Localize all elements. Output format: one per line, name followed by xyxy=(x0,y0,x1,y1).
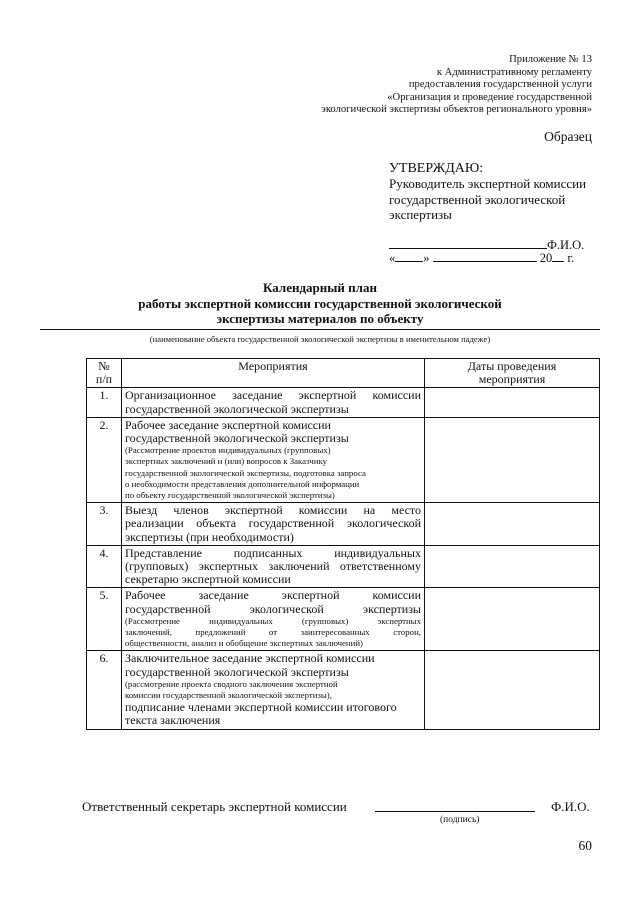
event-line: секретарю экспертной комиссии xyxy=(125,572,291,587)
object-name-caption: (наименование объекта государственной экологической экспертизы в именительном падеже) xyxy=(149,334,491,344)
table-row xyxy=(87,588,600,651)
table-row xyxy=(87,651,600,729)
event-note-line: о необходимости представления дополнительной информации xyxy=(125,478,360,489)
title-line: работы экспертной комиссии государственной экологической xyxy=(138,295,502,311)
row-event xyxy=(122,503,425,546)
event-line: Рабочее заседание экспертной комиссии xyxy=(125,588,421,603)
event-line: (групповых) экспертных заключений ответственному xyxy=(125,559,421,574)
appendix-line: к Административному регламенту xyxy=(436,66,592,78)
row-date-cell[interactable] xyxy=(425,545,600,588)
event-note-line: по объекту государственной экологической экспертизы) xyxy=(125,490,335,501)
row-number: 1. xyxy=(87,388,122,417)
row-event xyxy=(122,588,425,651)
row-number: 6. xyxy=(87,651,122,729)
table-header-row xyxy=(87,359,600,388)
row-number: 4. xyxy=(87,545,122,588)
row-event xyxy=(122,545,425,588)
event-line: государственной экологической экспертизы xyxy=(125,401,349,416)
row-date-cell[interactable] xyxy=(425,588,600,651)
table-row xyxy=(87,503,600,546)
event-note-line: государственной экологической экспертизы, подготовка запроса xyxy=(125,467,366,478)
approval-line: Руководитель экспертной комиссии xyxy=(389,176,587,192)
year-suffix: г. xyxy=(567,251,575,265)
date-quote-open: « xyxy=(389,251,396,265)
event-note-line: общественности, анализ и обобщение экспертных заключений) xyxy=(125,638,363,649)
approval-date-line xyxy=(389,250,599,266)
header-text: п/п xyxy=(95,372,113,387)
event-line: Рабочее заседание экспертной комиссии xyxy=(125,417,331,432)
table-row xyxy=(87,388,600,417)
approval-heading: УТВЕРЖДАЮ: xyxy=(389,161,484,176)
row-date-cell[interactable] xyxy=(425,388,600,417)
secretary-fio: Ф.И.О. xyxy=(551,799,590,814)
approval-line: экспертизы xyxy=(389,207,452,223)
approval-line: государственной экологической xyxy=(389,191,566,207)
event-line: Представление подписанных индивидуальных xyxy=(125,545,421,560)
title-line: Календарный план xyxy=(263,280,377,295)
row-date-cell[interactable] xyxy=(425,417,600,502)
header-text: мероприятия xyxy=(478,372,546,387)
date-quote-close: » xyxy=(423,251,430,265)
row-number: 3. xyxy=(87,503,122,546)
header-number xyxy=(87,359,122,388)
appendix-line: «Организация и проведение государственной xyxy=(387,91,592,103)
event-line: подписание членами экспертной комиссии итогового xyxy=(125,700,397,715)
header-text: Даты проведения xyxy=(467,359,557,373)
event-note-line: экспертных заключений и (или) вопросов к Заказчику xyxy=(125,456,328,467)
appendix-reference xyxy=(321,54,592,117)
row-number: 2. xyxy=(87,417,122,502)
approval-block xyxy=(389,161,599,223)
secretary-label: Ответственный секретарь экспертной комиссии xyxy=(82,799,347,814)
row-date-cell[interactable] xyxy=(425,503,600,546)
event-line: экспертизы (при необходимости) xyxy=(125,529,294,544)
appendix-line: Приложение № 13 xyxy=(509,54,592,65)
table-row xyxy=(87,417,600,502)
year-prefix: 20 xyxy=(539,251,553,265)
appendix-line: экологической экспертизы объектов регионального уровня» xyxy=(321,104,592,116)
event-line: Заключительное заседание экспертной комиссии xyxy=(125,651,375,666)
year-blank xyxy=(552,250,564,262)
event-note-line: (Рассмотрение проектов индивидуальных (групповых) xyxy=(125,445,331,456)
event-line: текста заключения xyxy=(125,713,221,728)
calendar-plan-table xyxy=(86,358,600,730)
row-date-cell[interactable] xyxy=(425,651,600,729)
document-title xyxy=(0,280,640,327)
event-line: государственной экологической экспертизы xyxy=(125,431,349,446)
sample-label: Образец xyxy=(544,129,592,144)
row-number: 5. xyxy=(87,588,122,651)
header-dates xyxy=(425,359,600,388)
row-event xyxy=(122,388,425,417)
object-name-line xyxy=(40,329,600,330)
secretary-signature-line xyxy=(375,811,535,812)
signature-caption: (подпись) xyxy=(440,815,480,825)
day-blank xyxy=(395,250,423,262)
signature-blank xyxy=(389,237,547,249)
header-events xyxy=(122,359,425,388)
page-number: 60 xyxy=(578,838,592,853)
title-line: экспертизы материалов по объекту xyxy=(216,311,424,326)
appendix-line: предоставления государственной услуги xyxy=(408,79,592,91)
event-note-line: заключений, предложений от заинтересованных сторон, xyxy=(125,627,421,638)
event-note-line: (Рассмотрение индивидуальных (групповых) экспертных xyxy=(125,615,421,626)
row-event xyxy=(122,651,425,729)
event-line: государственной экологической экспертизы xyxy=(125,664,349,679)
event-line: реализации объекта государственной экологической xyxy=(125,516,421,531)
row-event xyxy=(122,417,425,502)
table-row xyxy=(87,545,600,588)
event-line: Выезд членов экспертной комиссии на место xyxy=(125,503,421,518)
event-note-line: комиссии государственной экологической экспертизы), xyxy=(125,690,332,701)
event-note-line: (рассмотрение проекта сводного заключения экспертной xyxy=(125,678,338,689)
header-text: № xyxy=(98,359,110,373)
month-blank xyxy=(433,250,537,262)
approval-fio: Ф.И.О. xyxy=(547,238,585,252)
event-line: Организационное заседание экспертной комиссии xyxy=(125,388,421,403)
header-text: Мероприятия xyxy=(238,359,308,373)
event-line: государственной экологической экспертизы xyxy=(125,601,421,616)
